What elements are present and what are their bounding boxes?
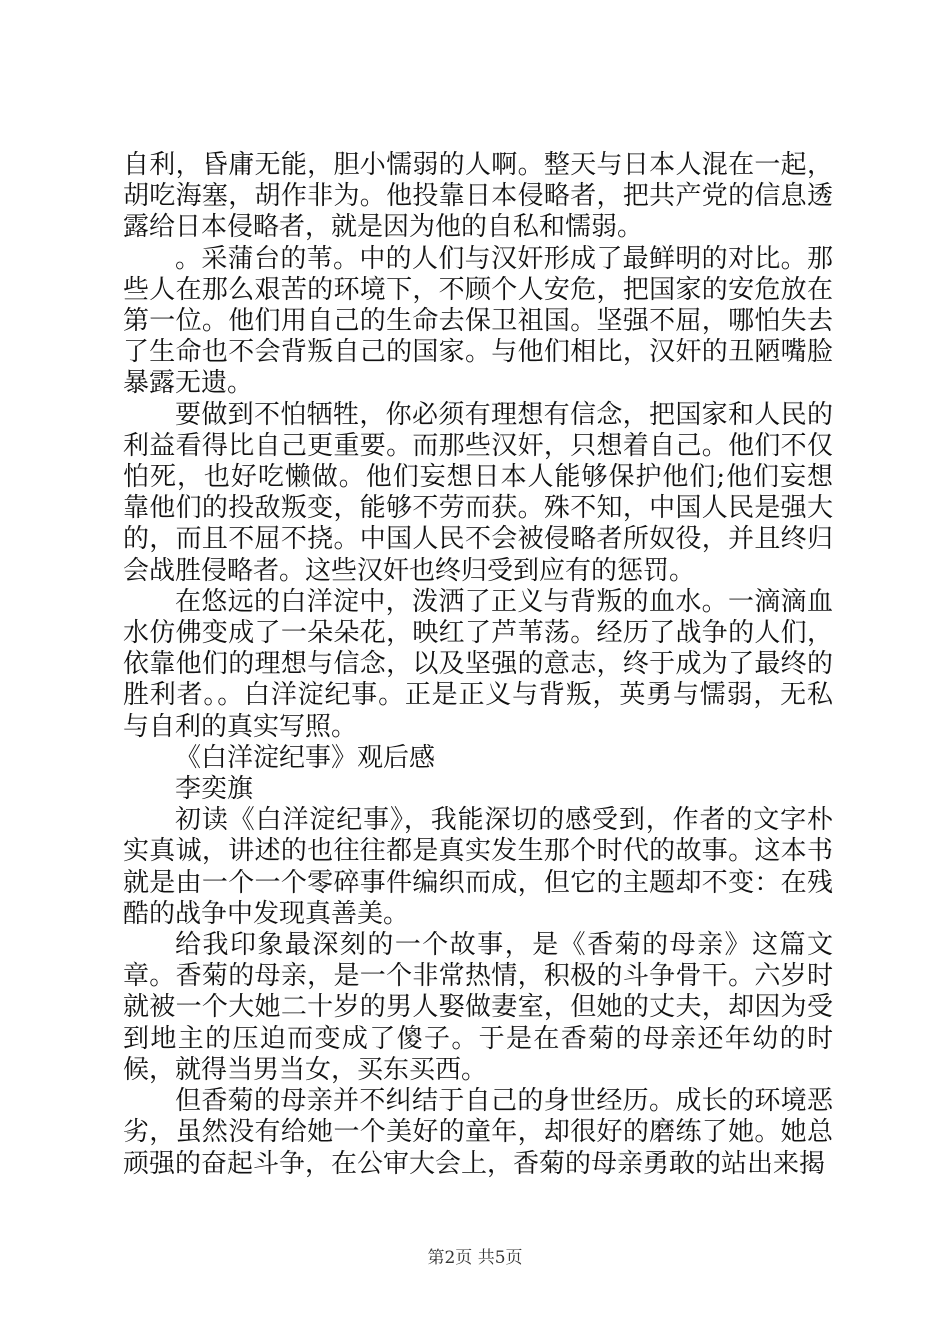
page-footer: 第2页 共5页 (427, 1248, 523, 1268)
paragraph-4: 在悠远的白洋淀中，泼洒了正义与背叛的血水。一滴滴血水仿佛变成了一朵朵花，映红了芦苇荡。经历了战争的人们，依靠他们的理想与信念，以及坚强的意志，终于成为了最终的胜利者。。白洋淀纪事。正是正义与背叛，英勇与懦弱，无私与自利的真实写照。 (123, 586, 833, 742)
paragraph-3: 要做到不怕牺牲，你必须有理想有信念，把国家和人民的利益看得比自己更重要。而那些汉奸，只想着自己。他们不仅怕死，也好吃懒做。他们妄想日本人能够保护他们;他们妄想靠他们的投敌叛变，能够不劳而获。殊不知，中国人民是强大的，而且不屈不挠。中国人民不会被侵略者所奴役，并且终归会战胜侵略者。这些汉奸也终归受到应有的惩罚。 (123, 399, 833, 586)
paragraph-1: 自利，昏庸无能，胆小懦弱的人啊。整天与日本人混在一起，胡吃海塞，胡作非为。他投靠日本侵略者，把共产党的信息透露给日本侵略者，就是因为他的自私和懦弱。 (123, 150, 833, 243)
paragraph-5: 初读《白洋淀纪事》，我能深切的感受到，作者的文字朴实真诚，讲述的也往往都是真实发生那个时代的故事。这本书就是由一个一个零碎事件编织而成，但它的主题却不变：在残酷的战争中发现真善美。 (123, 805, 833, 929)
essay-title: 《白洋淀纪事》观后感 (175, 742, 436, 773)
document-body (123, 150, 833, 1180)
essay-author: 李奕旗 (175, 774, 254, 805)
paragraph-2: 。采蒲台的苇。中的人们与汉奸形成了最鲜明的对比。那些人在那么艰苦的环境下，不顾个人安危，把国家的安危放在第一位。他们用自己的生命去保卫祖国。坚强不屈，哪怕失去了生命也不会背叛自己的国家。与他们相比，汉奸的丑陋嘴脸暴露无遗。 (123, 243, 833, 399)
paragraph-6: 给我印象最深刻的一个故事，是《香菊的母亲》这篇文章。香菊的母亲，是一个非常热情，积极的斗争骨干。六岁时就被一个大她二十岁的男人娶做妻室，但她的丈夫，却因为受到地主的压迫而变成了傻子。于是在香菊的母亲还年幼的时候，就得当男当女，买东买西。 (123, 930, 833, 1085)
paragraph-7: 但香菊的母亲并不纠结于自己的身世经历。成长的环境恶劣，虽然没有给她一个美好的童年，却很好的磨练了她。她总顽强的奋起斗争，在公审大会上，香菊的母亲勇敢的站出来揭 (123, 1086, 833, 1179)
